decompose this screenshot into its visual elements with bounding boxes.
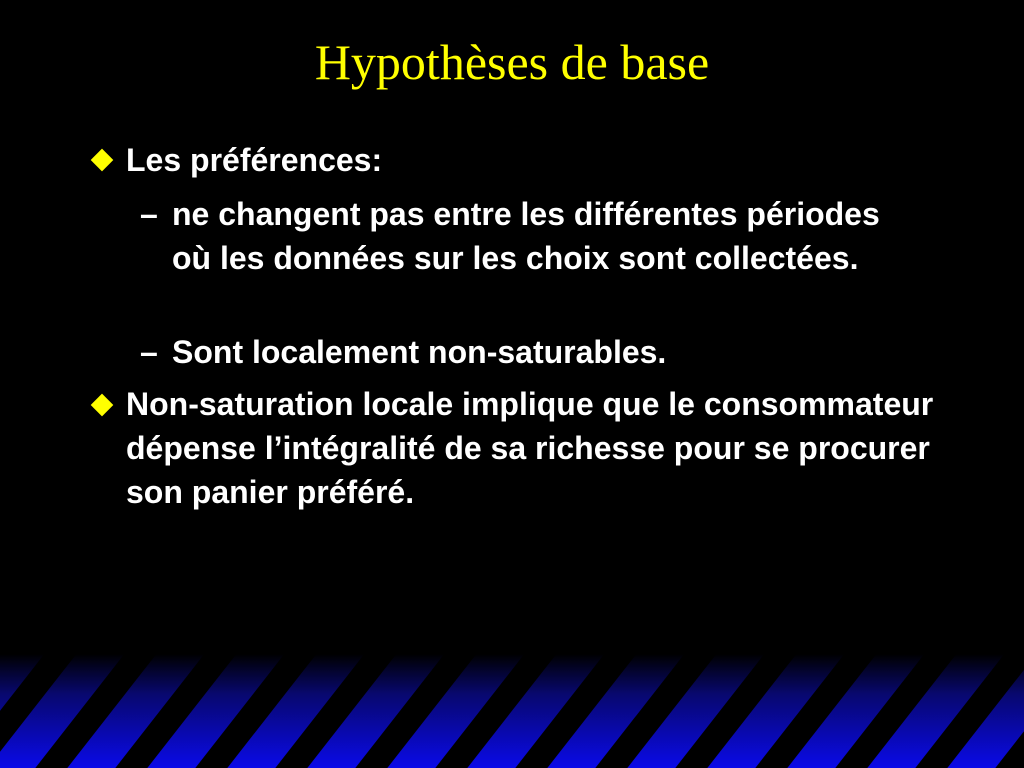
bullet-1-text: Les préférences: bbox=[126, 142, 383, 178]
sub-2-dash: – bbox=[140, 334, 158, 370]
diamond-bullet-icon bbox=[91, 149, 114, 172]
diamond-bullet-icon bbox=[91, 394, 114, 417]
bullet-2-text: Non-saturation locale implique que le consommateur dépense l’intégralité de sa richesse pour se procurer son panier préféré. bbox=[126, 386, 934, 510]
sub-2-text: Sont localement non-saturables. bbox=[172, 334, 667, 370]
striped-footer-band bbox=[0, 654, 1024, 768]
slide-title: Hypothèses de base bbox=[314, 34, 710, 90]
sub-1-dash: – bbox=[140, 196, 158, 232]
sub-1-text: ne changent pas entre les différentes périodes où les données sur les choix sont collectées. bbox=[172, 196, 880, 276]
